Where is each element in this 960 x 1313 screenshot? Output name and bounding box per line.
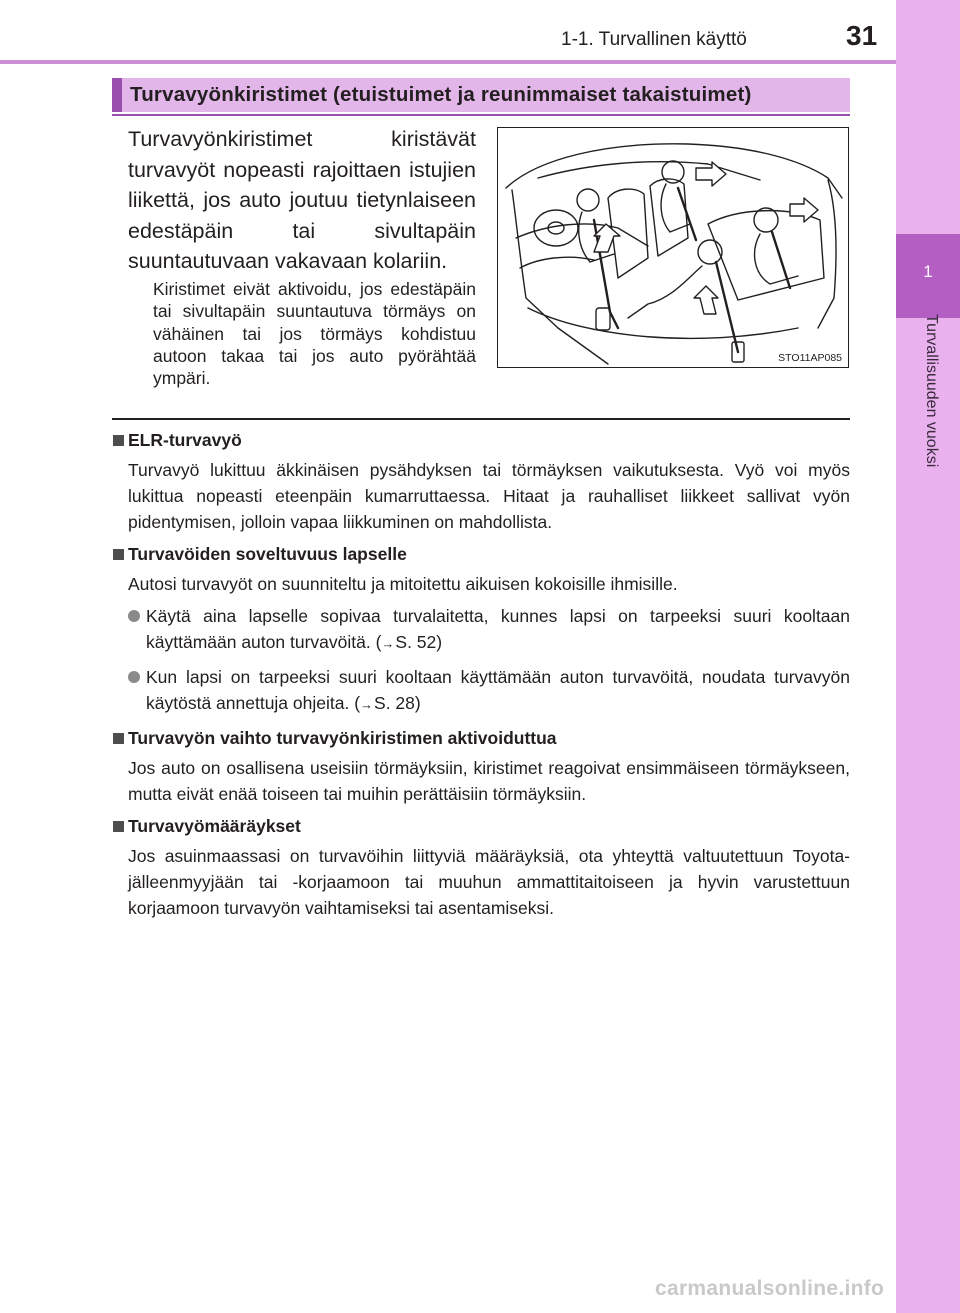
section-divider xyxy=(112,418,850,420)
bullet-adult-belt xyxy=(146,664,850,718)
chapter-title: Turvallisuuden vuoksi xyxy=(923,314,940,468)
car-interior-drawing xyxy=(498,128,849,368)
chapter-sidebar xyxy=(896,0,960,1313)
paragraph-replace: Jos auto on osallisena useisiin törmäyksiin, kiristimet reagoivat ensimmäiseen törmäykseen, mutta eivät enää toiseen tai muihin perättäisiin törmäyksiin. xyxy=(128,758,850,804)
square-bullet-icon xyxy=(113,549,124,560)
heading-regulations-text: Turvavyömääräykset xyxy=(128,816,301,836)
bullet-child-restraint xyxy=(146,603,850,657)
figure-code: STO11AP085 xyxy=(778,352,842,364)
arrow-right-icon: → xyxy=(381,636,395,651)
page-number: 31 xyxy=(846,20,878,51)
pretensioner-illustration xyxy=(497,127,849,368)
heading-child xyxy=(112,541,850,568)
square-bullet-icon xyxy=(113,821,124,832)
page-ref-28[interactable]: S. 28) xyxy=(374,693,421,713)
page-ref-52[interactable]: S. 52) xyxy=(395,632,443,652)
intro-paragraph: Turvavyönkiristimet kiristävät turvavyöt nopeasti rajoittaen istujien liikettä, jos auto joutuu tietynlaiseen edestäpäin tai sivultapäin suuntautuvaan vakavaan kolariin. xyxy=(128,127,476,273)
heading-replace xyxy=(112,725,850,752)
square-bullet-icon xyxy=(113,733,124,744)
intro-note: Kiristimet eivät aktivoidu, jos edestäpäin tai sivultapäin suuntautuva törmäys on vähäinen tai jos törmäys kohdistuu autoon takaa tai jos auto pyörähtää ympäri. xyxy=(153,279,476,389)
paragraph-child: Autosi turvavyöt on suunniteltu ja mitoitettu aikuisen kokoisille ihmisille. xyxy=(128,574,678,594)
bullet-adult-belt-text: Kun lapsi on tarpeeksi suuri kooltaan käyttämään auton turvavöitä, noudata turvavyön käytöstä annettuja ohjeita. ( xyxy=(146,667,850,713)
paragraph-regulations: Jos asuinmaassasi on turvavöihin liittyviä määräyksiä, ota yhteyttä valtuutettuun Toyota-jälleenmyyjään tai -korjaamoon tai muuhun ammattitaitoiseen ja hyvin varustettuun korjaamoon turvavyön vaihtamiseksi tai asentamiseksi. xyxy=(128,846,850,918)
paragraph-elr: Turvavyö lukittuu äkkinäisen pysähdyksen tai törmäyksen vaikutuksesta. Vyö voi myös lukittua nopeasti eteenpäin kumarruttaessa. Hitaat ja rauhalliset liikkeet sallivat vyön pidentymisen, jolloin vapaa liikkuminen on mahdollista. xyxy=(128,460,850,532)
bullet-dot-icon xyxy=(128,610,140,622)
heading-child-text: Turvavöiden soveltuvuus lapselle xyxy=(128,544,407,564)
heading-elr-text: ELR-turvavyö xyxy=(128,430,242,450)
square-bullet-icon xyxy=(113,435,124,446)
banner-accent xyxy=(112,78,122,112)
banner-title: Turvavyönkiristimet (etuistuimet ja reunimmaiset takaistuimet) xyxy=(130,83,752,106)
chapter-number: 1 xyxy=(923,262,933,281)
watermark: carmanualsonline.info xyxy=(655,1277,885,1300)
heading-regulations xyxy=(112,813,850,840)
content-body xyxy=(112,427,850,927)
header-divider xyxy=(0,60,896,64)
heading-replace-text: Turvavyön vaihto turvavyönkiristimen aktivoiduttua xyxy=(128,728,557,748)
section-title: 1-1. Turvallinen käyttö xyxy=(561,29,747,50)
bullet-child-restraint-text: Käytä aina lapselle sopivaa turvalaitetta, kunnes lapsi on tarpeeksi suuri kooltaan käyttämään auton turvavöitä. ( xyxy=(146,606,850,652)
arrow-right-icon: → xyxy=(360,697,374,712)
bullet-dot-icon xyxy=(128,671,140,683)
heading-elr xyxy=(112,427,850,454)
banner-underline xyxy=(112,114,850,116)
